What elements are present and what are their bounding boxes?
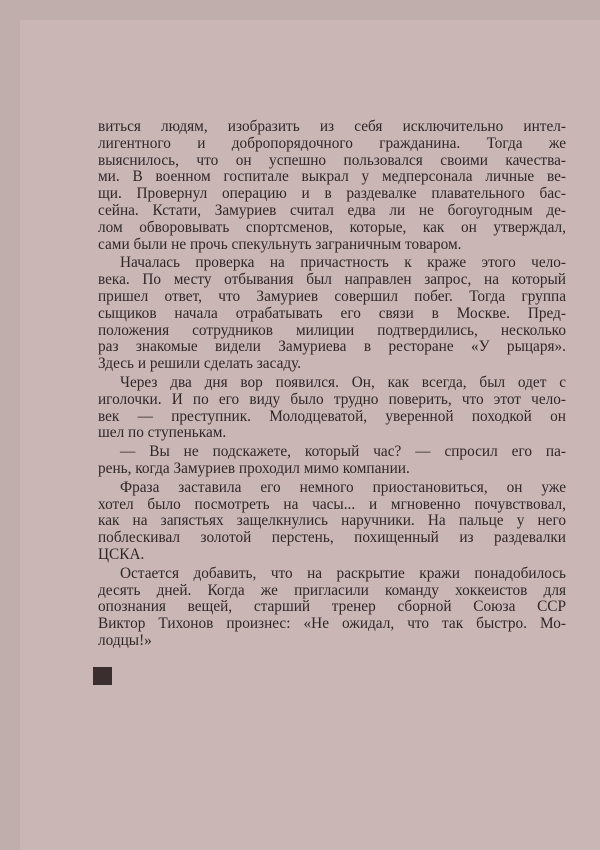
text-line: лом обворовывать спортсменов, которые, как он утверждал, (98, 218, 566, 236)
text-line: сыщиков начала отрабатывать его связи в Москве. Пред- (98, 304, 566, 322)
text-line: ми. В военном госпитале выкрал у медперсонала личные ве- (98, 168, 566, 186)
text-line: Началась проверка на причастность к краже этого чело- (120, 254, 566, 272)
paragraph (98, 255, 566, 373)
paragraph (98, 480, 566, 564)
text-line: век — преступник. Молодцеватой, уверенной походкой он (98, 407, 566, 425)
text-line: как на запястьях защелкнулись наручники. На пальце у него (98, 512, 566, 530)
text-line: лигентного и добропорядочного гражданина. Тогда же (98, 134, 566, 152)
text-line: хотел было посмотреть на часы... и мгновенно почувствовал, (98, 495, 566, 513)
paragraph (98, 566, 566, 650)
text-line: Через два дня вор появился. Он, как всегда, был одет с (120, 373, 566, 391)
text-line: пришел ответ, что Замуриев совершил побег. Тогда группа (98, 287, 566, 305)
text-line: щи. Провернул операцию и в раздевалке плавательного бас- (98, 185, 566, 203)
text-line: Здесь и решили сделать засаду. (98, 355, 302, 373)
paragraph (98, 375, 566, 442)
text-line: рень, когда Замуриев проходил мимо компании. (98, 459, 410, 477)
end-of-chapter-square (93, 667, 112, 685)
text-line: выяснилось, что он успешно пользовался своими качества- (98, 151, 566, 169)
text-line: раз знакомые видели Замуриева в ресторане «У рыцаря». (98, 338, 566, 356)
text-line: сами были не прочь спекульнуть заграничным товаром. (98, 235, 462, 253)
text-line: виться людям, изобразить из себя исключительно интел- (98, 118, 566, 135)
text-line: иголочки. И по его виду было трудно поверить, что этот чело- (98, 390, 566, 408)
text-line: шел по ступенькам. (98, 424, 227, 442)
text-line: опознания вещей, старший тренер сборной Союза ССР (98, 598, 566, 616)
text-line: Фраза заставила его немного приостановиться, он уже (120, 478, 566, 496)
text-line: сейна. Кстати, Замуриев считал едва ли не богоугодным де- (98, 201, 566, 219)
paragraph (98, 444, 566, 478)
text-line: — Вы не подскажете, который час? — спросил его па- (120, 443, 566, 461)
text-line: положения сотрудников милиции подтвердились, несколько (98, 321, 566, 339)
text-line: поблескивал золотой перстень, похищенный из раздевалки (98, 529, 566, 547)
paragraph (98, 119, 566, 253)
text-line: лодцы!» (98, 631, 152, 649)
text-line: Виктор Тихонов произнес: «Не ожидал, что так быстро. Мо- (98, 615, 566, 633)
text-line: века. По месту отбывания был направлен запрос, на который (98, 271, 566, 289)
page-text (98, 119, 566, 652)
text-line: десять дней. Когда же пригласили команду хоккеистов для (98, 581, 566, 599)
text-line: Остается добавить, что на раскрытие кражи понадобилось (120, 564, 566, 582)
text-line: ЦСКА. (98, 545, 145, 563)
